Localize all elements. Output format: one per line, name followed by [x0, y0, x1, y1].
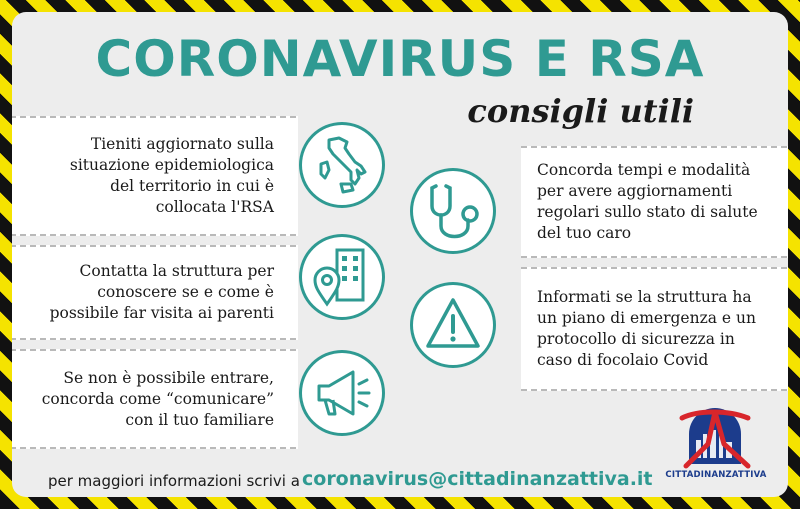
- tip-text: Se non è possibile entrare, concorda come “comunicare” con il tuo familiare: [41, 368, 274, 429]
- tip-text: Concorda tempi e modalità per avere aggiornamenti regolari sullo stato di salute del tuo caro: [537, 161, 758, 242]
- tip-text: Tieniti aggiornato sulla situazione epidemiologica del territorio in cui è collocata l'RSA: [69, 135, 274, 216]
- tip-contact-facility: [12, 245, 298, 340]
- tip-emergency-plan: [521, 267, 788, 391]
- logo-text: CITTADINANZATTIVA: [665, 470, 767, 480]
- tip-communicate: [12, 349, 298, 449]
- location-building-icon: [299, 234, 385, 320]
- tip-text: Informati se la struttura ha un piano di emergenza e un protocollo di sicurezza in caso di focolaio Covid: [537, 288, 756, 369]
- tip-agree-updates: [521, 146, 788, 258]
- footer-prefix: per maggiori informazioni scrivi a: [48, 472, 300, 490]
- tip-stay-updated: [12, 116, 298, 236]
- italy-map-icon: [299, 122, 385, 208]
- footer-email-link[interactable]: coronavirus@cittadinanzattiva.it: [302, 468, 653, 490]
- stethoscope-icon: [410, 168, 496, 254]
- cittadinanzattiva-logo: [668, 404, 762, 470]
- megaphone-icon: [299, 350, 385, 436]
- page-subtitle: consigli utili: [467, 92, 694, 130]
- tip-text: Contatta la struttura per conoscere se e come è possibile far visita ai parenti: [49, 262, 274, 322]
- warning-icon: [410, 282, 496, 368]
- page-title: CORONAVIRUS E RSA: [95, 30, 705, 88]
